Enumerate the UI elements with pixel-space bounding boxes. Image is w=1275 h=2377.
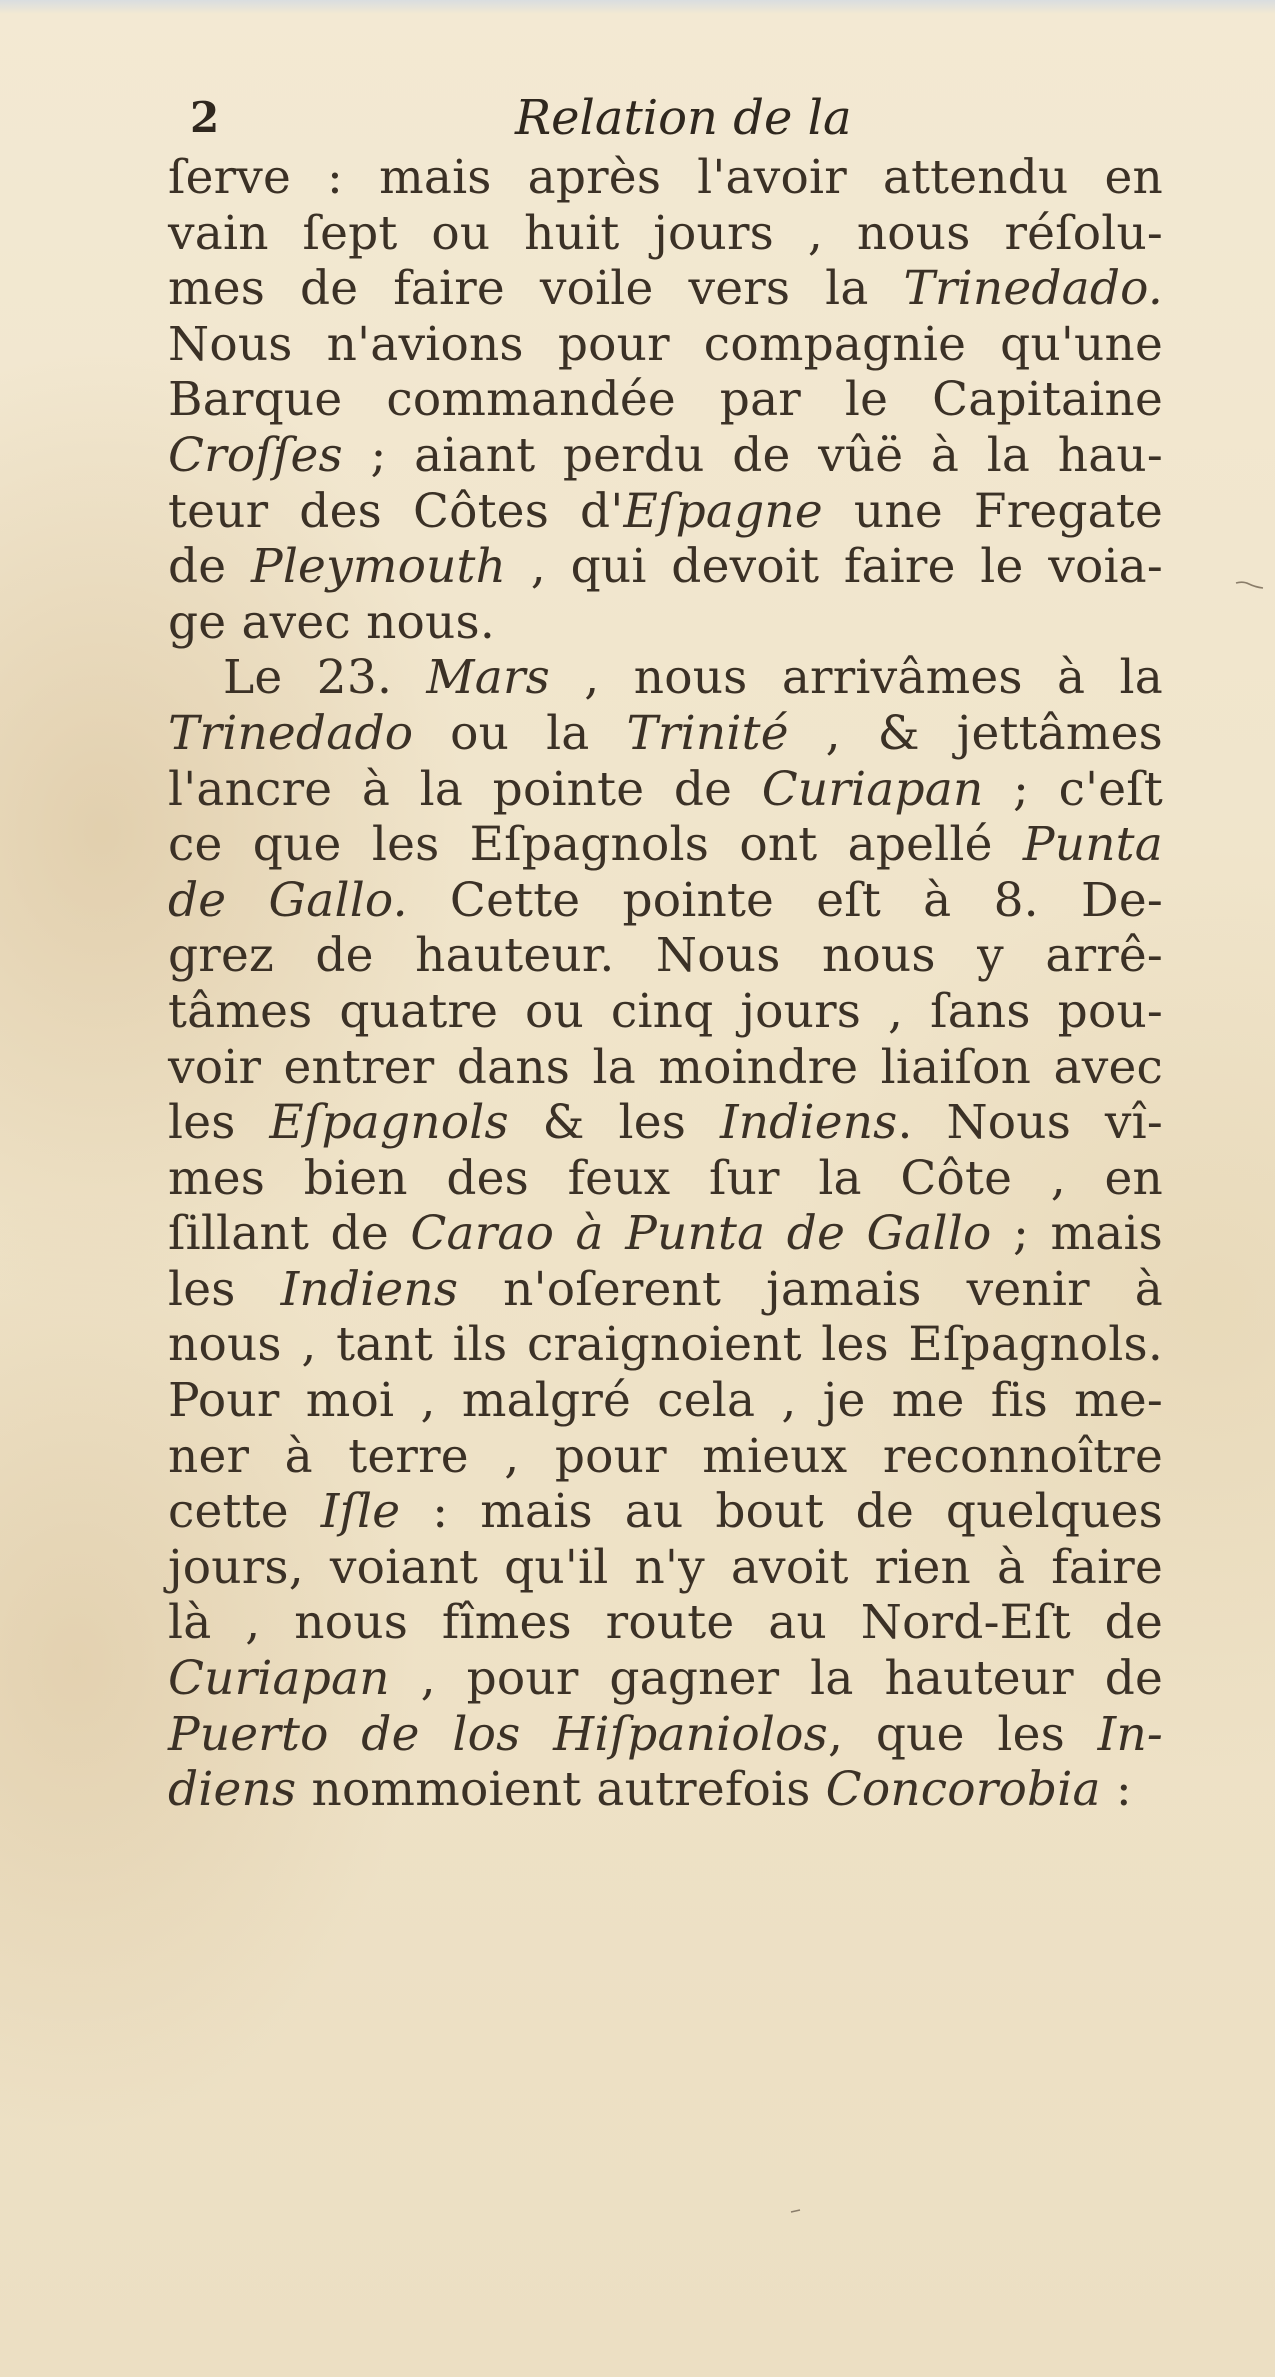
text-line xyxy=(168,1484,1163,1540)
text-span: voir entrer dans la moindre liaiſon avec xyxy=(168,1039,1163,1095)
text-line xyxy=(168,1595,1163,1651)
text-span: les xyxy=(168,1261,281,1317)
italic-text-span: Concorobia xyxy=(825,1762,1101,1818)
text-line xyxy=(168,1651,1163,1707)
italic-text-span: de Gallo. xyxy=(168,872,408,928)
italic-text-span: Punta xyxy=(1022,817,1163,873)
italic-text-span: Puerto de los Hiſpaniolos xyxy=(168,1706,828,1762)
text-line xyxy=(168,206,1163,262)
italic-text-span: Indiens xyxy=(280,1261,459,1317)
text-line xyxy=(168,650,1163,706)
text-span: nous , tant ils craignoient les Eſpagnols. xyxy=(168,1317,1163,1373)
text-span: l'ancre à la pointe de xyxy=(168,761,762,817)
italic-text-span: Trinedado. xyxy=(903,261,1163,317)
scan-top-edge xyxy=(0,0,1275,14)
text-span: Cette pointe eſt à 8. De- xyxy=(407,872,1163,928)
text-line xyxy=(168,1151,1163,1207)
text-span: teur des Côtes d' xyxy=(168,483,624,539)
text-span: ge avec nous. xyxy=(168,594,495,650)
text-line xyxy=(168,428,1163,484)
text-span: ; mais xyxy=(991,1206,1163,1262)
text-span: mes bien des feux ſur la Côte , en xyxy=(168,1150,1163,1206)
text-line xyxy=(168,1040,1163,1096)
text-span: ſillant de xyxy=(168,1206,411,1262)
italic-text-span: Iſle xyxy=(320,1484,401,1540)
text-span: ner à terre , pour mieux reconnoître xyxy=(168,1428,1163,1484)
text-span: ce que les Eſpagnols ont apellé xyxy=(168,817,1023,873)
text-line xyxy=(168,1373,1163,1429)
text-line xyxy=(168,317,1163,373)
text-span: de xyxy=(168,539,251,595)
text-span: ſerve : mais après l'avoir attendu en xyxy=(168,150,1163,205)
italic-text-span: Indiens xyxy=(719,1095,898,1151)
text-span: cette xyxy=(168,1484,321,1540)
text-span: Barque commandée par le Capitaine xyxy=(168,372,1163,428)
italic-text-span: Trinité xyxy=(626,705,789,761)
text-line xyxy=(168,484,1163,540)
text-span: . Nous vî- xyxy=(897,1095,1163,1151)
text-span: , & jettâmes xyxy=(788,705,1163,761)
text-span: grez de hauteur. Nous nous y arrê- xyxy=(168,928,1163,984)
text-line xyxy=(168,261,1163,317)
text-line xyxy=(168,1762,1163,1818)
text-line xyxy=(168,928,1163,984)
text-span: jours, voiant qu'il n'y avoit rien à faire xyxy=(168,1539,1163,1595)
text-span: ; c'eſt xyxy=(983,761,1163,817)
text-span: , nous arrivâmes à la xyxy=(549,650,1163,706)
italic-text-span: Pleymouth xyxy=(251,539,507,595)
italic-text-span: Eſpagne xyxy=(623,483,823,539)
italic-text-span: Eſpagnols xyxy=(269,1095,509,1151)
margin-ink-mark xyxy=(1235,580,1265,590)
text-span: là , nous fîmes route au Nord-Eſt de xyxy=(168,1595,1163,1651)
text-line xyxy=(168,372,1163,428)
ink-speck xyxy=(790,2208,802,2214)
text-line xyxy=(168,1317,1163,1373)
text-line xyxy=(168,706,1163,762)
text-line xyxy=(168,984,1163,1040)
italic-text-span: Curiapan xyxy=(761,761,984,817)
text-line xyxy=(168,1540,1163,1596)
text-span: n'oſerent jamais venir à xyxy=(458,1261,1163,1317)
text-line xyxy=(168,873,1163,929)
text-line xyxy=(168,539,1163,595)
text-span: , pour gagner la hauteur de xyxy=(389,1651,1163,1707)
text-line xyxy=(168,1206,1163,1262)
text-line xyxy=(168,762,1163,818)
text-span: : mais au bout de quelques xyxy=(400,1484,1163,1540)
text-span: Nous n'avions pour compagnie qu'une xyxy=(168,316,1163,372)
text-span: ou la xyxy=(413,705,627,761)
page-header xyxy=(190,88,1150,148)
body-text xyxy=(168,150,1163,1818)
text-line xyxy=(168,1429,1163,1485)
page-number: 2 xyxy=(190,93,220,142)
text-span: , que les xyxy=(827,1706,1098,1762)
text-span: , qui devoit faire le voia- xyxy=(506,539,1163,595)
italic-text-span: In- xyxy=(1097,1706,1163,1762)
italic-text-span: Mars xyxy=(426,650,550,706)
italic-text-span: Curiapan xyxy=(168,1651,390,1707)
text-line xyxy=(168,595,1163,651)
text-line xyxy=(168,1262,1163,1318)
text-span: : xyxy=(1100,1762,1132,1818)
text-line xyxy=(168,1095,1163,1151)
text-span: Pour moi , malgré cela , je me fis me- xyxy=(168,1373,1163,1429)
text-span: & les xyxy=(508,1095,720,1151)
text-span: une Fregate xyxy=(822,483,1163,539)
italic-text-span: Carao à Punta de Gallo xyxy=(410,1206,992,1262)
text-span: Le 23. xyxy=(223,650,427,706)
text-span: les xyxy=(168,1095,270,1151)
text-span: vain ſept ou huit jours , nous réſolu- xyxy=(168,205,1163,261)
text-span: nommoient autrefois xyxy=(296,1762,826,1818)
text-span: ; aiant perdu de vûë à la hau- xyxy=(342,427,1163,483)
italic-text-span: Trinedado xyxy=(168,705,414,761)
text-line xyxy=(168,817,1163,873)
text-span: tâmes quatre ou cinq jours , ſans pou- xyxy=(168,983,1163,1039)
text-span: mes de faire voile vers la xyxy=(168,261,904,317)
italic-text-span: diens xyxy=(168,1762,297,1818)
text-line xyxy=(168,150,1163,206)
italic-text-span: Croſſes xyxy=(168,427,343,483)
running-head: Relation de la xyxy=(515,90,852,146)
text-line xyxy=(168,1707,1163,1763)
